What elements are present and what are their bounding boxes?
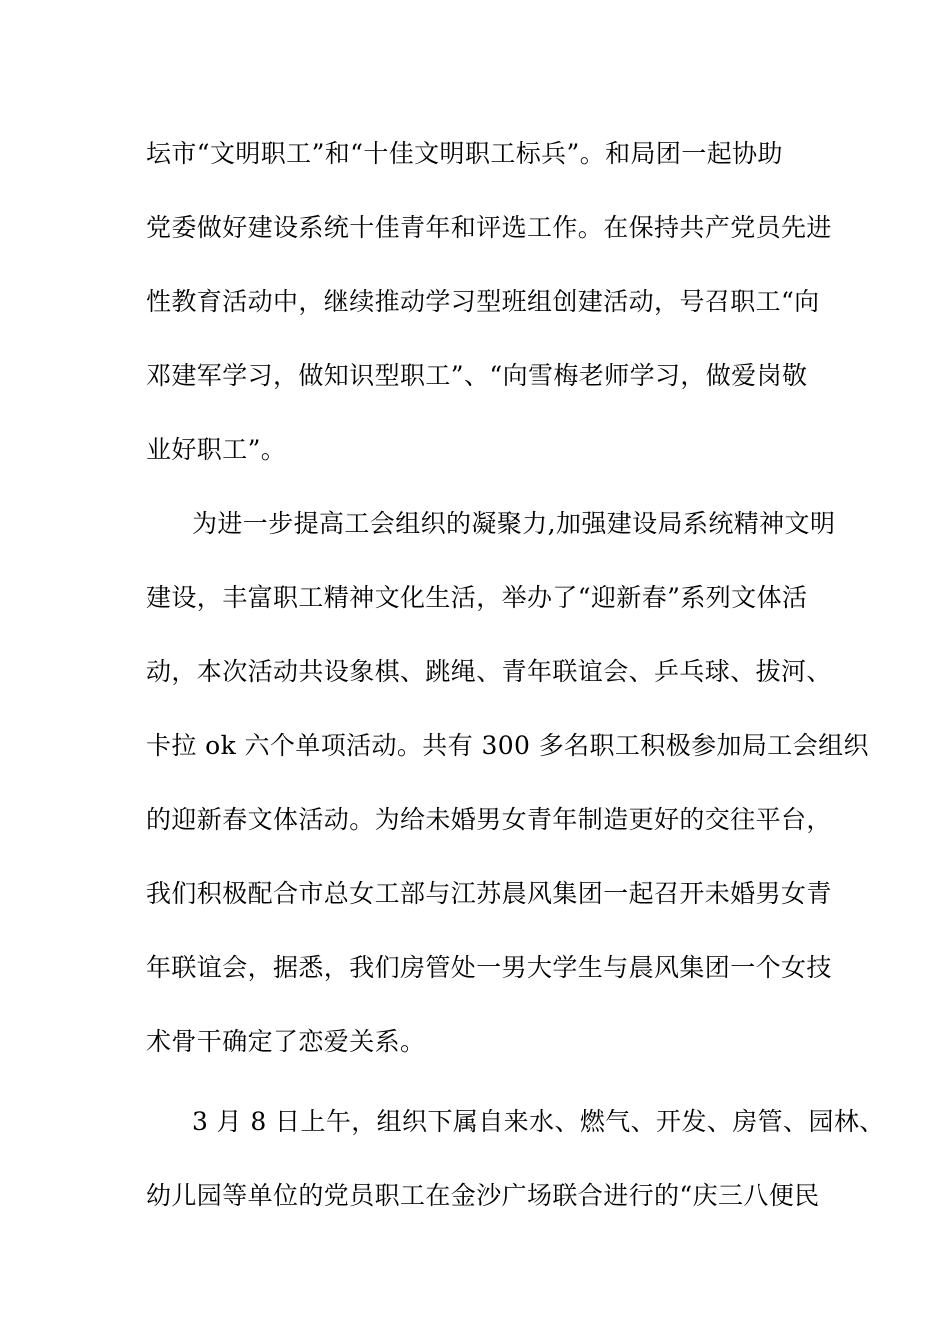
text-line: 卡拉 ok 六个单项活动。共有 300 多名职工积极参加局工会组织 (146, 731, 869, 760)
text-line: 性教育活动中，继续推动学习型班组创建活动，号召职工“向 (146, 287, 820, 316)
text-line: 党委做好建设系统十佳青年和评选工作。在保持共产党员先进 (146, 213, 832, 242)
paragraph-start-line: 为进一步提高工会组织的凝聚力,加强建设局系统精神文明 (192, 509, 836, 538)
text-line: 动，本次活动共设象棋、跳绳、青年联谊会、乒乓球、拔河、 (146, 657, 832, 686)
text-line: 邓建军学习，做知识型职工”、“向雪梅老师学习，做爱岗敬 (146, 361, 808, 390)
text-line: 我们积极配合市总女工部与江苏晨风集团一起召开未婚男女青 (146, 879, 832, 908)
text-line: 业好职工”。 (146, 435, 287, 464)
text-line: 建设，丰富职工精神文化生活，举办了“迎新春”系列文体活 (146, 583, 808, 612)
text-line: 坛市“文明职工”和“十佳文明职工标兵”。和局团一起协助 (146, 139, 783, 168)
text-line: 幼儿园等单位的党员职工在金沙广场联合进行的“庆三八便民 (146, 1181, 820, 1210)
text-line: 的迎新春文体活动。为给未婚男女青年制造更好的交往平台， (146, 805, 832, 834)
text-line: 年联谊会，据悉，我们房管处一男大学生与晨风集团一个女技 (146, 953, 832, 982)
paragraph-start-line: 3 月 8 日上午，组织下属自来水、燃气、开发、房管、园林、 (192, 1107, 885, 1136)
text-line: 术骨干确定了恋爱关系。 (146, 1027, 426, 1056)
